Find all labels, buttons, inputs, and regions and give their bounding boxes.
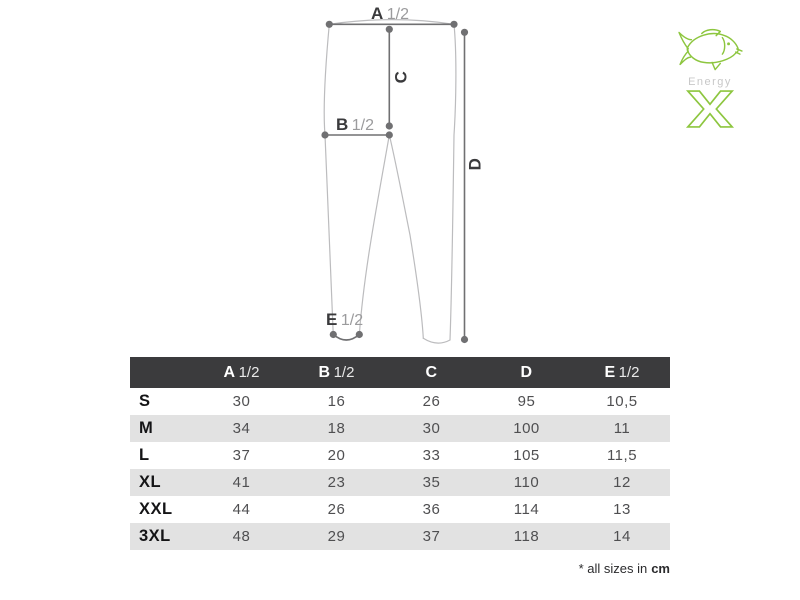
column-header-b-letter: B xyxy=(318,363,331,381)
value-cell: 110 xyxy=(513,474,540,491)
brand-logo xyxy=(674,27,746,128)
column-header-d xyxy=(479,357,574,388)
table-row xyxy=(130,388,670,415)
size-cell: M xyxy=(139,419,154,437)
value-cell: 23 xyxy=(327,474,346,491)
table-row xyxy=(130,469,670,496)
measure-label-e-letter: E xyxy=(326,310,338,329)
value-cell: 35 xyxy=(422,474,441,491)
value-cell: 105 xyxy=(513,447,540,464)
measure-label-b-letter: B xyxy=(336,115,349,134)
value-cell: 37 xyxy=(422,528,441,545)
measure-label-d-letter: D xyxy=(465,157,485,171)
value-cell: 18 xyxy=(327,420,346,437)
measure-label-e-fraction: 1/2 xyxy=(340,312,364,329)
column-header-e xyxy=(574,357,670,388)
column-header-d-letter: D xyxy=(520,363,533,381)
value-cell: 11,5 xyxy=(606,447,638,464)
value-cell: 20 xyxy=(327,447,346,464)
value-cell: 12 xyxy=(613,474,631,491)
value-cell: 16 xyxy=(327,393,346,410)
column-header-c-letter: C xyxy=(425,363,438,381)
value-cell: 11 xyxy=(613,420,631,437)
fish-logo-icon xyxy=(677,27,743,73)
value-cell: 100 xyxy=(513,420,540,437)
measure-label-a xyxy=(371,5,409,23)
size-cell: XL xyxy=(139,473,162,491)
size-chart-table xyxy=(130,357,670,550)
measure-label-a-letter: A xyxy=(371,4,384,23)
value-cell: 34 xyxy=(232,420,251,437)
value-cell: 48 xyxy=(232,528,251,545)
value-cell: 26 xyxy=(327,501,346,518)
measure-label-d xyxy=(466,158,484,171)
brand-energy-label: Energy xyxy=(688,76,732,88)
value-cell: 29 xyxy=(327,528,346,545)
column-header-c xyxy=(384,357,479,388)
measure-label-b-fraction: 1/2 xyxy=(351,117,375,134)
value-cell: 13 xyxy=(613,501,631,518)
measure-label-c xyxy=(392,71,410,84)
measure-label-e xyxy=(326,311,363,329)
value-cell: 118 xyxy=(513,528,540,545)
value-cell: 114 xyxy=(513,501,540,518)
value-cell: 37 xyxy=(232,447,251,464)
measure-label-c-letter: C xyxy=(391,70,411,84)
measure-label-a-fraction: 1/2 xyxy=(386,6,410,23)
measurement-dots xyxy=(321,21,468,343)
column-header-e-fraction: 1/2 xyxy=(618,363,640,381)
column-header-e-letter: E xyxy=(604,363,616,381)
footnote-text: * all sizes in xyxy=(578,561,648,576)
measure-arc-e xyxy=(333,335,359,341)
table-row xyxy=(130,442,670,469)
column-header-a-fraction: 1/2 xyxy=(238,363,260,381)
value-cell: 95 xyxy=(517,393,536,410)
pants-measurement-diagram xyxy=(300,0,500,355)
value-cell: 30 xyxy=(422,420,441,437)
measure-label-b xyxy=(336,116,374,134)
value-cell: 33 xyxy=(422,447,441,464)
column-header-b xyxy=(289,357,384,388)
table-row xyxy=(130,523,670,550)
size-column-header xyxy=(130,357,194,388)
size-cell: XXL xyxy=(139,500,173,518)
value-cell: 44 xyxy=(232,501,251,518)
table-row xyxy=(130,496,670,523)
column-header-a-letter: A xyxy=(223,363,236,381)
value-cell: 10,5 xyxy=(606,393,638,410)
value-cell: 26 xyxy=(422,393,441,410)
value-cell: 14 xyxy=(613,528,631,545)
footnote xyxy=(130,561,670,576)
brand-x-icon xyxy=(685,90,735,128)
value-cell: 41 xyxy=(232,474,251,491)
table-row xyxy=(130,415,670,442)
value-cell: 30 xyxy=(232,393,251,410)
size-cell: 3XL xyxy=(139,527,171,545)
footnote-unit: cm xyxy=(651,561,670,576)
column-header-b-fraction: 1/2 xyxy=(333,363,355,381)
column-header-a xyxy=(194,357,289,388)
size-cell: L xyxy=(139,446,150,464)
table-header-row xyxy=(130,357,670,388)
value-cell: 36 xyxy=(422,501,441,518)
size-cell: S xyxy=(139,392,151,410)
